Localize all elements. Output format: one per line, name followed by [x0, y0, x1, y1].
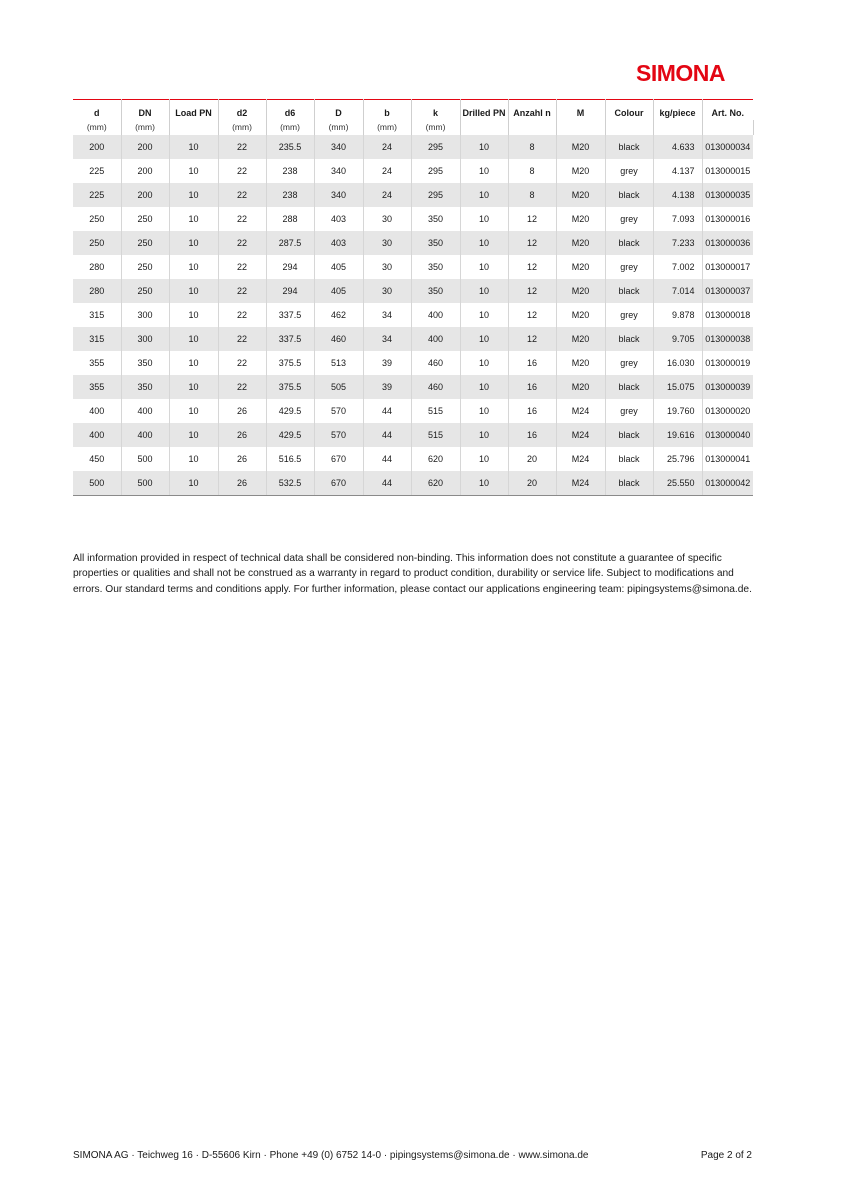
column-unit: (mm): [73, 120, 121, 135]
table-cell: 500: [121, 471, 169, 496]
table-cell: 44: [363, 399, 411, 423]
table-cell: 10: [169, 423, 218, 447]
table-cell: 280: [73, 279, 121, 303]
table-cell: 340: [314, 183, 363, 207]
table-cell: 20: [508, 471, 556, 496]
table-cell: 532.5: [266, 471, 314, 496]
table-cell: M20: [556, 303, 605, 327]
table-cell: 294: [266, 255, 314, 279]
table-cell: 295: [411, 135, 460, 159]
table-cell: 19.616: [653, 423, 702, 447]
table-cell: 10: [169, 159, 218, 183]
table-cell: 30: [363, 279, 411, 303]
table-cell: 500: [73, 471, 121, 496]
table-cell: 16: [508, 399, 556, 423]
table-cell: 350: [121, 351, 169, 375]
table-cell: grey: [605, 351, 653, 375]
table-cell: 225: [73, 183, 121, 207]
table-cell: 403: [314, 231, 363, 255]
table-cell: 8: [508, 135, 556, 159]
table-cell: 400: [411, 303, 460, 327]
table-cell: 34: [363, 303, 411, 327]
table-cell: 460: [411, 375, 460, 399]
table-cell: M20: [556, 183, 605, 207]
table-cell: 10: [169, 447, 218, 471]
column-unit: (mm): [314, 120, 363, 135]
table-cell: 250: [121, 207, 169, 231]
table-cell: 300: [121, 327, 169, 351]
table-cell: M20: [556, 375, 605, 399]
table-cell: 22: [218, 279, 266, 303]
page-number: Page 2 of 2: [700, 1150, 752, 1161]
table-cell: 22: [218, 255, 266, 279]
table-cell: 250: [121, 255, 169, 279]
table-cell: 10: [460, 135, 508, 159]
table-cell: 10: [460, 207, 508, 231]
table-cell: 315: [73, 327, 121, 351]
table-cell: 200: [121, 183, 169, 207]
table-cell: 238: [266, 159, 314, 183]
table-cell: 287.5: [266, 231, 314, 255]
article-number-cell: 013000041: [705, 454, 751, 464]
table-cell: 10: [460, 375, 508, 399]
column-unit: [556, 120, 605, 135]
column-header: d: [73, 100, 121, 121]
table-cell: M20: [556, 327, 605, 351]
table-cell: 460: [314, 327, 363, 351]
table-cell: 12: [508, 303, 556, 327]
table-cell: 22: [218, 207, 266, 231]
table-cell: 10: [460, 183, 508, 207]
table-cell: 7.014: [653, 279, 702, 303]
table-cell: 250: [73, 231, 121, 255]
table-cell: 24: [363, 183, 411, 207]
table-cell: M24: [556, 471, 605, 496]
table-cell: 24: [363, 135, 411, 159]
table-cell: 295: [411, 159, 460, 183]
table-cell: 200: [73, 135, 121, 159]
article-number-cell: 013000017: [705, 262, 751, 272]
table-cell: black: [605, 423, 653, 447]
table-cell: 16: [508, 375, 556, 399]
table-row: [73, 135, 753, 159]
table-cell: 350: [411, 255, 460, 279]
table-cell: 450: [73, 447, 121, 471]
column-header: D: [314, 100, 363, 121]
table-cell: black: [605, 375, 653, 399]
table-cell: 30: [363, 231, 411, 255]
article-number-cell: 013000036: [702, 231, 753, 255]
table-cell: 500: [121, 447, 169, 471]
column-unit: [605, 120, 653, 135]
table-row: [73, 159, 753, 183]
table-cell: M20: [556, 351, 605, 375]
flange-spec-table: [73, 99, 754, 496]
table-cell: 10: [169, 231, 218, 255]
table-cell: grey: [605, 303, 653, 327]
table-cell: M20: [556, 207, 605, 231]
table-cell: 16: [508, 351, 556, 375]
table-cell: 10: [169, 255, 218, 279]
column-header: kg/piece: [653, 100, 702, 121]
table-cell: 10: [460, 159, 508, 183]
table-cell: 22: [218, 351, 266, 375]
table-cell: 288: [266, 207, 314, 231]
table-cell: black: [605, 447, 653, 471]
article-number-cell: 013000035: [702, 183, 753, 207]
table-cell: 340: [314, 135, 363, 159]
column-header: k: [411, 100, 460, 121]
table-row: [73, 303, 753, 327]
table-cell: 460: [411, 351, 460, 375]
table-cell: 24: [363, 159, 411, 183]
table-cell: 12: [508, 327, 556, 351]
table-cell: 4.633: [653, 135, 702, 159]
table-cell: 4.138: [653, 183, 702, 207]
table-cell: 429.5: [266, 423, 314, 447]
column-header: d6: [266, 100, 314, 121]
table-cell: 400: [121, 399, 169, 423]
table-cell: 340: [314, 159, 363, 183]
table-cell: 26: [218, 399, 266, 423]
table-unit-row: [73, 120, 753, 135]
table-cell: 15.075: [653, 375, 702, 399]
table-row: [73, 351, 753, 375]
column-header: Art. No.: [702, 100, 753, 121]
table-cell: M20: [556, 159, 605, 183]
table-cell: 10: [169, 351, 218, 375]
column-unit: [508, 120, 556, 135]
column-header: Anzahl n: [508, 100, 556, 121]
table-cell: 22: [218, 183, 266, 207]
table-row: [73, 231, 753, 255]
table-cell: 513: [314, 351, 363, 375]
table-cell: 516.5: [266, 447, 314, 471]
table-cell: 515: [411, 423, 460, 447]
table-cell: 294: [266, 279, 314, 303]
article-number-cell: 013000038: [702, 327, 753, 351]
table-cell: 4.137: [653, 159, 702, 183]
simona-logo: SIMONA: [636, 60, 725, 86]
table-cell: 10: [460, 471, 508, 496]
table-cell: M20: [556, 231, 605, 255]
table-cell: 7.233: [653, 231, 702, 255]
disclaimer-text: All information provided in respect of technical data shall be considered non-binding. This information does not constitute a guarantee of specific properties or qualities and shall not be construed as a warranty in regard to product condition, durability or service life. Subject to modifications and errors. Our standard terms and conditions apply. For further information, please contact our applications engineering team: pipingsystems@simona.de.: [73, 553, 752, 595]
table-cell: 9.878: [653, 303, 702, 327]
table-cell: 10: [169, 183, 218, 207]
table-cell: 22: [218, 135, 266, 159]
table-cell: 10: [460, 327, 508, 351]
table-cell: 200: [121, 135, 169, 159]
table-cell: 515: [411, 399, 460, 423]
article-number-cell: 013000037: [702, 279, 753, 303]
table-row: [73, 255, 753, 279]
table-cell: 26: [218, 471, 266, 496]
table-cell: 250: [121, 231, 169, 255]
column-header: d2: [218, 100, 266, 121]
table-row: [73, 447, 753, 471]
table-cell: 44: [363, 447, 411, 471]
table-cell: 10: [460, 231, 508, 255]
table-cell: black: [605, 279, 653, 303]
table-cell: 570: [314, 423, 363, 447]
table-cell: 400: [121, 423, 169, 447]
table-cell: 30: [363, 207, 411, 231]
table-row: [73, 423, 753, 447]
table-row: [73, 375, 753, 399]
table-cell: 462: [314, 303, 363, 327]
table-cell: 22: [218, 375, 266, 399]
table-cell: 22: [218, 303, 266, 327]
table-cell: 300: [121, 303, 169, 327]
table-cell: black: [605, 183, 653, 207]
table-cell: 12: [508, 207, 556, 231]
table-cell: 10: [169, 375, 218, 399]
table-cell: 375.5: [266, 375, 314, 399]
column-unit: (mm): [266, 120, 314, 135]
table-cell: 10: [169, 327, 218, 351]
table-cell: 44: [363, 471, 411, 496]
table-cell: 200: [121, 159, 169, 183]
table-cell: 10: [460, 399, 508, 423]
table-cell: 10: [460, 423, 508, 447]
table-cell: 25.550: [653, 471, 702, 496]
table-cell: 355: [73, 375, 121, 399]
column-unit: [460, 120, 508, 135]
table-cell: 238: [266, 183, 314, 207]
table-cell: 10: [169, 135, 218, 159]
table-cell: 670: [314, 447, 363, 471]
table-cell: 505: [314, 375, 363, 399]
table-cell: 10: [169, 303, 218, 327]
table-cell: M24: [556, 423, 605, 447]
table-cell: black: [605, 231, 653, 255]
table-cell: 250: [121, 279, 169, 303]
table-cell: grey: [605, 399, 653, 423]
column-unit: (mm): [121, 120, 169, 135]
table-row: [73, 471, 753, 496]
table-cell: 39: [363, 351, 411, 375]
table-cell: 337.5: [266, 327, 314, 351]
table-cell: 9.705: [653, 327, 702, 351]
table-cell: 22: [218, 159, 266, 183]
table-cell: 39: [363, 375, 411, 399]
table-cell: 26: [218, 447, 266, 471]
column-header: Drilled PN: [460, 100, 508, 121]
table-cell: M24: [556, 447, 605, 471]
column-header: Load PN: [169, 100, 218, 121]
footer-address: SIMONA AG · Teichweg 16 · D-55606 Kirn · Phone +49 (0) 6752 14-0 · pipingsystems@simona.de · www.simona.de: [73, 1150, 589, 1161]
table-cell: 10: [460, 447, 508, 471]
article-number-cell: 013000040: [702, 423, 753, 447]
article-number-cell: 013000039: [702, 375, 753, 399]
table-cell: 620: [411, 447, 460, 471]
table-cell: 10: [460, 303, 508, 327]
table-cell: 22: [218, 327, 266, 351]
table-header-row: [73, 100, 753, 121]
column-header: DN: [121, 100, 169, 121]
column-unit: (mm): [218, 120, 266, 135]
article-number-cell: 013000019: [705, 358, 751, 368]
table-cell: 250: [73, 207, 121, 231]
table-cell: 30: [363, 255, 411, 279]
column-unit: (mm): [411, 120, 460, 135]
table-cell: 355: [73, 351, 121, 375]
column-header: M: [556, 100, 605, 121]
table-cell: 350: [411, 207, 460, 231]
column-unit: [653, 120, 702, 135]
table-cell: black: [605, 327, 653, 351]
table-cell: black: [605, 471, 653, 496]
table-row: [73, 207, 753, 231]
table-cell: 375.5: [266, 351, 314, 375]
column-unit: (mm): [363, 120, 411, 135]
table-cell: M20: [556, 135, 605, 159]
table-cell: 12: [508, 279, 556, 303]
table-cell: grey: [605, 159, 653, 183]
table-cell: 10: [169, 471, 218, 496]
column-unit: [702, 120, 753, 135]
table-cell: 10: [460, 351, 508, 375]
table-cell: 12: [508, 255, 556, 279]
table-cell: 8: [508, 183, 556, 207]
table-cell: black: [605, 135, 653, 159]
table-cell: 400: [73, 423, 121, 447]
table-cell: 350: [121, 375, 169, 399]
table-cell: 25.796: [653, 447, 702, 471]
table-row: [73, 183, 753, 207]
table-cell: 295: [411, 183, 460, 207]
article-number-cell: 013000042: [702, 471, 753, 496]
table-cell: 403: [314, 207, 363, 231]
column-unit: [169, 120, 218, 135]
table-cell: grey: [605, 207, 653, 231]
table-cell: 670: [314, 471, 363, 496]
article-number-cell: 013000015: [705, 166, 751, 176]
table-cell: 405: [314, 255, 363, 279]
table-cell: M24: [556, 399, 605, 423]
table-cell: 337.5: [266, 303, 314, 327]
column-header: Colour: [605, 100, 653, 121]
table-body: [73, 135, 753, 496]
table-cell: 44: [363, 423, 411, 447]
table-cell: 16.030: [653, 351, 702, 375]
table-row: [73, 399, 753, 423]
table-cell: 7.093: [653, 207, 702, 231]
table-cell: 10: [460, 255, 508, 279]
table-cell: 7.002: [653, 255, 702, 279]
table-cell: 19.760: [653, 399, 702, 423]
table-row: [73, 327, 753, 351]
table-cell: 20: [508, 447, 556, 471]
table-cell: 8: [508, 159, 556, 183]
table-cell: 225: [73, 159, 121, 183]
table-cell: 429.5: [266, 399, 314, 423]
table-row: [73, 279, 753, 303]
article-number-cell: 013000034: [702, 135, 753, 159]
table-cell: 350: [411, 279, 460, 303]
table-cell: 12: [508, 231, 556, 255]
table-cell: 26: [218, 423, 266, 447]
table-cell: 22: [218, 231, 266, 255]
table-cell: 400: [73, 399, 121, 423]
table-cell: grey: [605, 255, 653, 279]
article-number-cell: 013000020: [705, 406, 751, 416]
table-cell: 280: [73, 255, 121, 279]
table-cell: 620: [411, 471, 460, 496]
table-cell: 570: [314, 399, 363, 423]
table-cell: 350: [411, 231, 460, 255]
table-cell: 405: [314, 279, 363, 303]
article-number-cell: 013000016: [705, 214, 751, 224]
table-cell: 16: [508, 423, 556, 447]
column-header: b: [363, 100, 411, 121]
article-number-cell: 013000018: [705, 310, 751, 320]
table-cell: 10: [460, 279, 508, 303]
table-cell: 10: [169, 279, 218, 303]
table-cell: 10: [169, 399, 218, 423]
table-cell: 315: [73, 303, 121, 327]
table-cell: 400: [411, 327, 460, 351]
table-cell: M20: [556, 255, 605, 279]
table-cell: 10: [169, 207, 218, 231]
table-cell: 235.5: [266, 135, 314, 159]
table-cell: M20: [556, 279, 605, 303]
table-cell: 34: [363, 327, 411, 351]
